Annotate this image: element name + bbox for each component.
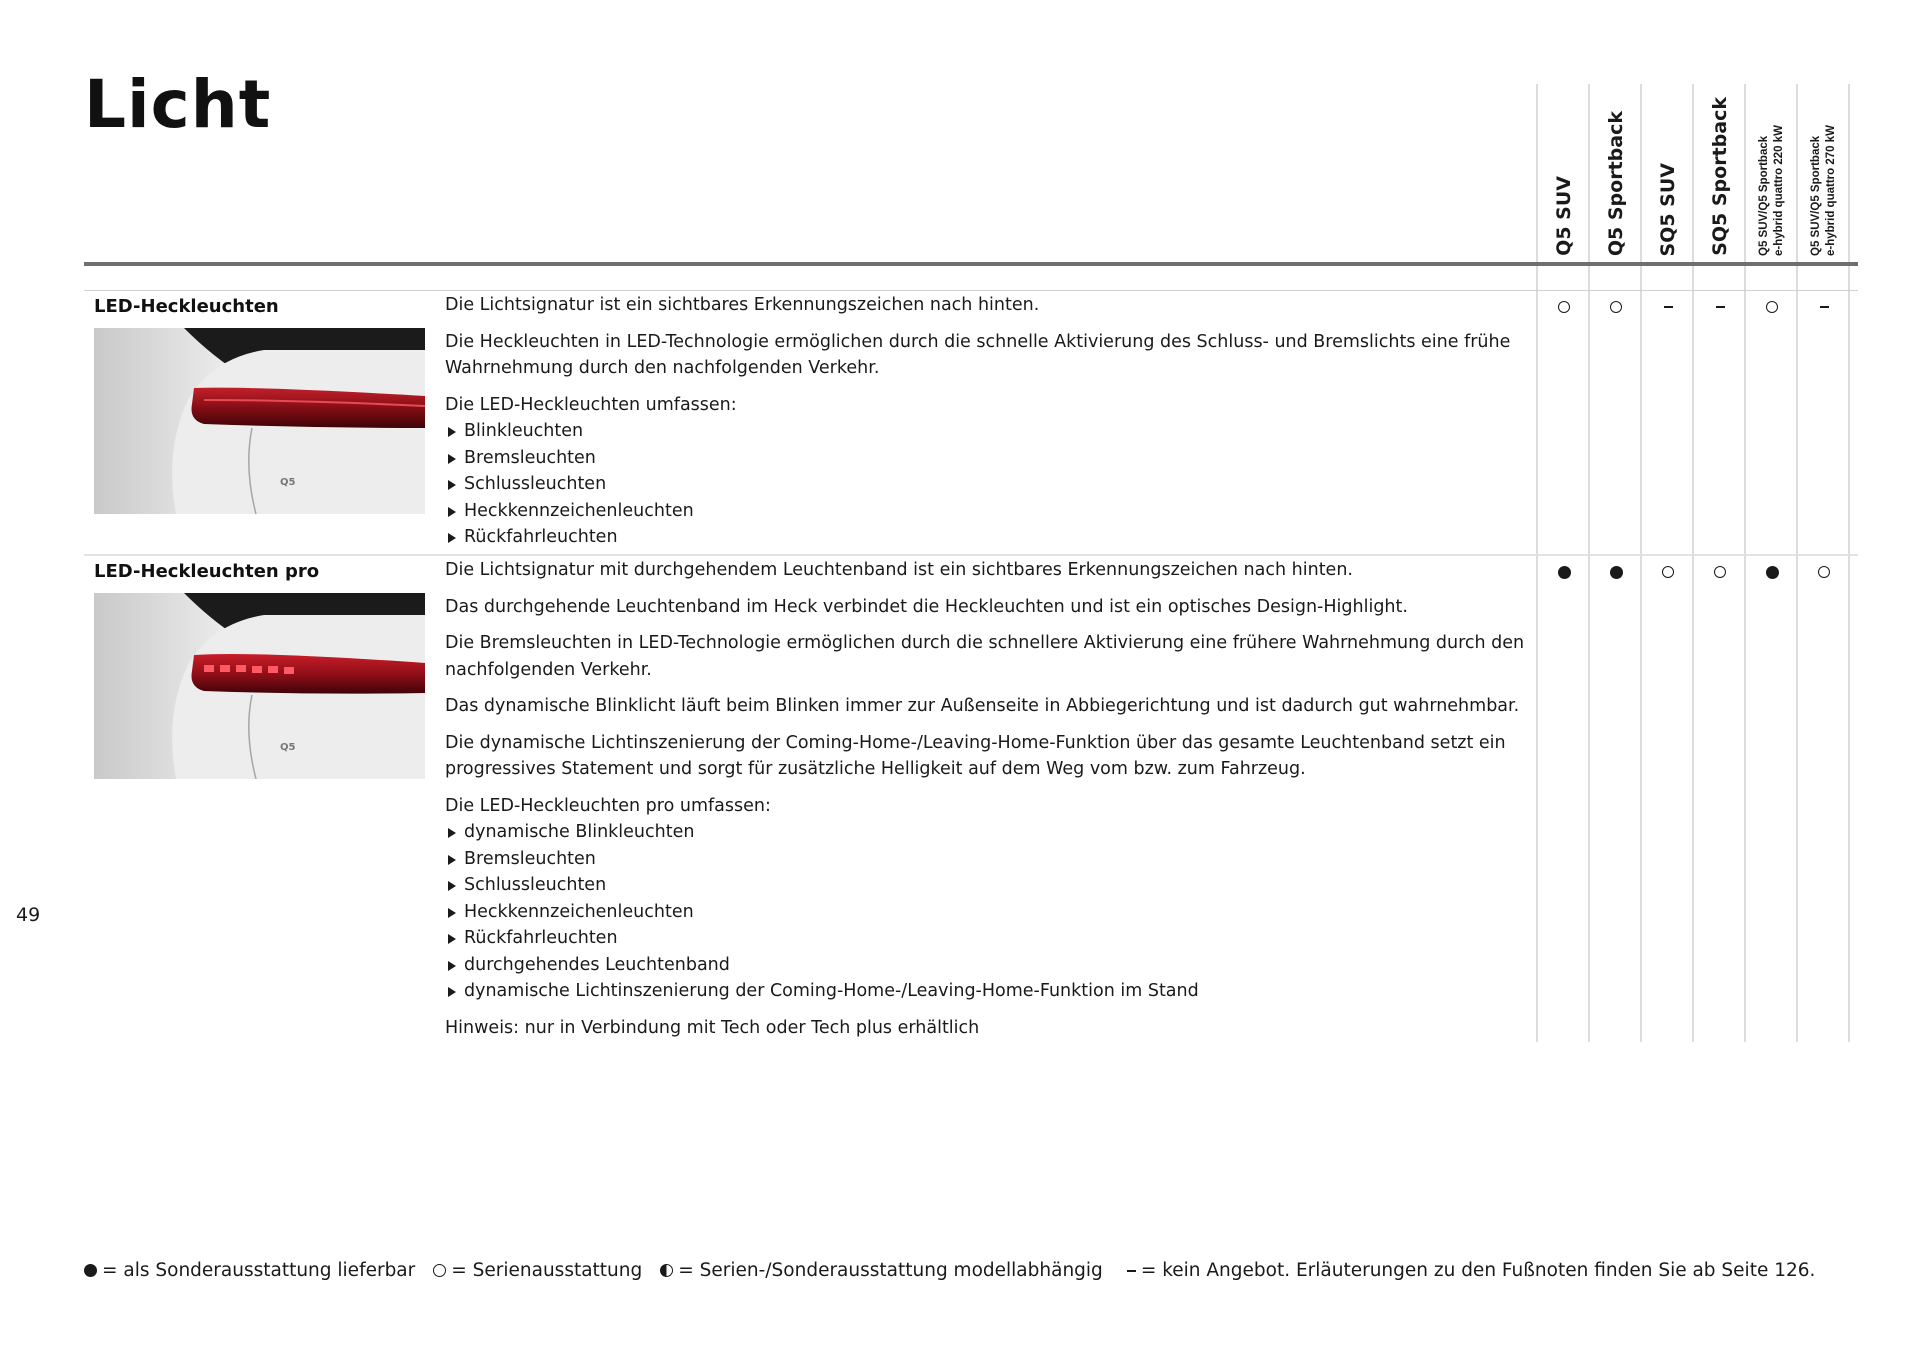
row-label: LED-Heckleuchten pro xyxy=(94,561,320,582)
feature-list xyxy=(445,418,1525,551)
paragraph: Die Lichtsignatur ist ein sichtbares Erkennungszeichen nach hinten. xyxy=(445,295,1040,315)
availability-mark xyxy=(1746,562,1798,582)
legend-text: = Serien-/Sonderausstattung modellabhängig xyxy=(678,1260,1103,1281)
paragraph: Die Bremsleuchten in LED-Technologie ermöglichen durch die schnellere Aktivierung eine frühere Wahrnehmung durch den nachfolgenden Verkehr. xyxy=(445,633,1525,680)
svg-text:Q5: Q5 xyxy=(280,742,296,753)
paragraph: Das dynamische Blinklicht läuft beim Blinken immer zur Außenseite in Abbiegerichtung und ist dadurch gut wahrnehmbar. xyxy=(445,696,1520,716)
column-header-label: SQ5 Sportback xyxy=(1709,97,1731,256)
row-description xyxy=(445,292,1525,551)
availability-mark xyxy=(1798,297,1850,317)
list-item: durchgehendes Leuchtenband xyxy=(445,952,1525,979)
column-header-label: Q5 Sportback xyxy=(1605,110,1627,256)
legend-item-standard xyxy=(433,1260,642,1281)
column-header-e-hybrid-220 xyxy=(1746,84,1798,256)
paragraph: Die Lichtsignatur mit durchgehendem Leuchtenband ist ein sichtbares Erkennungszeichen nach hinten. xyxy=(445,560,1353,580)
table-top-rule xyxy=(84,290,1858,291)
column-header-sq5-sportback xyxy=(1694,84,1746,256)
page-title: Licht xyxy=(84,66,272,143)
dash-icon xyxy=(1664,306,1673,308)
header-rule xyxy=(84,262,1858,266)
row-label: LED-Heckleuchten xyxy=(94,296,279,317)
availability-mark xyxy=(1642,297,1694,317)
open-circle-icon xyxy=(1766,301,1778,313)
column-header-label: Q5 SUV xyxy=(1553,176,1575,256)
list-item: dynamische Lichtinszenierung der Coming-Home-/Leaving-Home-Funktion im Stand xyxy=(445,978,1525,1005)
list-item: dynamische Blinkleuchten xyxy=(445,819,1525,846)
row-description xyxy=(445,557,1525,1051)
column-header-q5-sportback xyxy=(1590,84,1642,256)
availability-mark xyxy=(1538,562,1590,582)
dash-icon xyxy=(1127,1270,1136,1272)
open-circle-icon xyxy=(1714,566,1726,578)
svg-text:Q5: Q5 xyxy=(280,477,296,488)
column-header-e-hybrid-270 xyxy=(1798,84,1850,256)
list-item: Rückfahrleuchten xyxy=(445,925,1525,952)
filled-circle-icon xyxy=(84,1264,97,1277)
open-circle-icon xyxy=(1818,566,1830,578)
column-header-sq5-suv xyxy=(1642,84,1694,256)
dash-icon xyxy=(1716,306,1725,308)
list-item: Schlussleuchten xyxy=(445,872,1525,899)
list-intro: Die LED-Heckleuchten pro umfassen: xyxy=(445,795,771,816)
availability-mark xyxy=(1590,562,1642,582)
list-item: Rückfahrleuchten xyxy=(445,524,1525,551)
open-circle-icon xyxy=(1610,301,1622,313)
list-item: Schlussleuchten xyxy=(445,471,1525,498)
filled-circle-icon xyxy=(1610,566,1623,579)
filled-circle-icon xyxy=(1558,566,1571,579)
paragraph: Die dynamische Lichtinszenierung der Coming-Home-/Leaving-Home-Funktion über das gesamte Leuchtenband setzt ein progressives Statement und sorgt für zusätzliche Helligkeit auf dem Weg vom bzw. zum Fahrzeug. xyxy=(445,732,1506,779)
column-header-label: Q5 SUV/Q5 Sportback e-hybrid quattro 220 kW xyxy=(1758,125,1785,256)
taillight-pro-image xyxy=(94,593,425,779)
row-separator xyxy=(84,554,1858,556)
availability-mark xyxy=(1538,297,1590,317)
open-circle-icon xyxy=(1558,301,1570,313)
half-circle-icon xyxy=(660,1264,673,1277)
legend-item-none xyxy=(1121,1260,1816,1281)
availability-mark xyxy=(1590,297,1642,317)
open-circle-icon xyxy=(433,1264,446,1277)
paragraph: Die Heckleuchten in LED-Technologie ermöglichen durch die schnelle Aktivierung des Schluss- und Bremslichts eine frühe Wahrnehmung durch den nachfolgenden Verkehr. xyxy=(445,331,1511,378)
list-item: Blinkleuchten xyxy=(445,418,1525,445)
availability-mark xyxy=(1694,562,1746,582)
list-intro: Die LED-Heckleuchten umfassen: xyxy=(445,394,737,415)
list-item: Bremsleuchten xyxy=(445,445,1525,472)
note: Hinweis: nur in Verbindung mit Tech oder Tech plus erhältlich xyxy=(445,1017,980,1038)
column-header-q5-suv xyxy=(1538,84,1590,256)
dash-icon xyxy=(1820,306,1829,308)
taillight-image xyxy=(94,328,425,514)
list-item: Bremsleuchten xyxy=(445,846,1525,873)
list-item: Heckkennzeichenleuchten xyxy=(445,899,1525,926)
availability-mark xyxy=(1642,562,1694,582)
legend-text: = kein Angebot. Erläuterungen zu den Fußnoten finden Sie ab Seite 126. xyxy=(1140,1260,1816,1281)
feature-list xyxy=(445,819,1525,1005)
availability-mark xyxy=(1746,297,1798,317)
column-header-label: Q5 SUV/Q5 Sportback e-hybrid quattro 270 kW xyxy=(1810,125,1837,256)
open-circle-icon xyxy=(1662,566,1674,578)
legend-item-optional xyxy=(84,1260,415,1281)
legend-text: = Serienausstattung xyxy=(451,1260,643,1281)
legend-text: = als Sonderausstattung lieferbar xyxy=(102,1260,416,1281)
column-header-label: SQ5 SUV xyxy=(1657,162,1679,256)
list-item: Heckkennzeichenleuchten xyxy=(445,498,1525,525)
filled-circle-icon xyxy=(1766,566,1779,579)
page-number: 49 xyxy=(16,904,41,926)
legend xyxy=(84,1260,1833,1281)
legend-item-mixed xyxy=(660,1260,1103,1281)
availability-mark xyxy=(1798,562,1850,582)
availability-mark xyxy=(1694,297,1746,317)
paragraph: Das durchgehende Leuchtenband im Heck verbindet die Heckleuchten und ist ein optisches Design-Highlight. xyxy=(445,596,1408,617)
